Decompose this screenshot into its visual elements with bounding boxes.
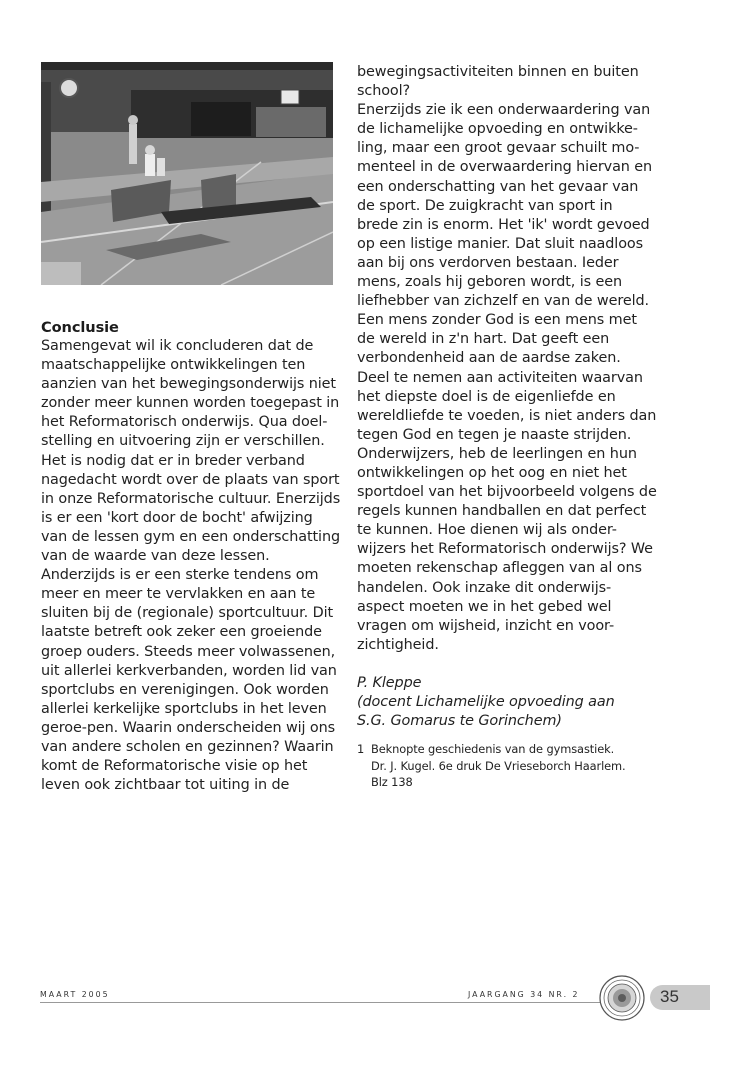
footnote-line-1: Beknopte geschiedenis van de gymsastiek. — [371, 742, 615, 757]
author-role-line-2: S.G. Gomarus te Gorinchem) — [357, 713, 562, 730]
footnote-line-3: Blz 138 — [371, 775, 413, 790]
footer-rule — [40, 1002, 600, 1003]
footnote-line-2: Dr. J. Kugel. 6e druk De Vrieseborch Haarlem. — [371, 758, 626, 773]
footnote — [357, 741, 657, 791]
author-role-line-1: (docent Lichamelijke opvoeding aan — [357, 694, 615, 710]
section-heading: Conclusie — [41, 319, 119, 336]
gymnasium-photo-icon — [41, 62, 333, 285]
right-paragraph-3: Onderwijzers, heb de leerlingen en hun ontwikkelingen op het oog en niet het sportdoel van het bijvoorbeeld volgens de regels kunnen handballen en dat perfect te kunnen. Hoe dienen wij als onder-wijzers het Reformatorisch onderwijs? We moeten rekenschap afleggen van al ons handelen. Ook inzake dit onderwijs-aspect moeten we in het gebed wel vragen om wijsheid, inzicht en voor-zichtigheid. — [357, 445, 657, 653]
right-column — [357, 63, 657, 791]
right-paragraph-2: Enerzijds zie ik een onderwaardering van de lichamelijke opvoeding en ontwikke-ling, maar een groot gevaar schuilt mo-menteel in de overwaardering hiervan en een onderschatting van het gevaar van de sport. De zuigkracht van sport in brede zin is enorm. Het 'ik' wordt gevoed op een listige manier. Dat sluit naadloos aan bij ons verdorven bestaan. Ieder mens, zoals hij geboren wordt, is een liefhebber van zichzelf en van de wereld. Een mens zonder God is een mens met de wereld in z'n hart. Dat geeft een verbondenheid aan de aardse zaken. Deel te nemen aan activiteiten waarvan het diepste doel is de eigenliefde en wereldliefde te voeden, is niet anders dan tegen God en tegen je naaste strijden. — [357, 102, 657, 443]
author-block — [357, 674, 657, 731]
author-name: P. Kleppe — [357, 674, 422, 691]
left-column — [41, 318, 341, 795]
footnote-number: 1 — [357, 742, 365, 757]
journal-seal-icon — [599, 975, 645, 1021]
gymnasium-photo — [41, 62, 333, 285]
footer-date: MAART 2005 — [40, 990, 110, 999]
page-number: 35 — [660, 987, 679, 1006]
page-number-tab — [650, 985, 710, 1010]
right-paragraph-1: bewegingsactiviteiten binnen en buiten school? — [357, 64, 639, 100]
conclusion-body: Samengevat wil ik concluderen dat de maatschappelijke ontwikkelingen ten aanzien van het bewegingsonderwijs niet zonder meer kunnen worden toegepast in het Reformatorisch onderwijs. Qua doel-stelling en uitvoering zijn er verschillen. Het is nodig dat er in breder verband nagedacht wordt over de plaats van sport in onze Reformatorische cultuur. Enerzijds is er een 'kort door de bocht' afwijzing van de lessen gym en een onderschatting van de waarde van deze lessen. Anderzijds is er een sterke tendens om meer en meer te vervlakken en aan te sluiten bij de (regionale) sportcultuur. Dit laatste betreft ook zeker een groeiende groep ouders. Steeds meer volwassenen, uit allerlei kerkverbanden, worden lid van sportclubs en verenigingen. Ook worden allerlei kerkelijke sportclubs in het leven geroe-pen. Waarin onderscheiden wij ons van andere scholen en gezinnen? Waarin komt de Reformatorische visie op het leven ook zichtbaar tot uiting in de — [41, 338, 341, 794]
footer-volume: JAARGANG 34 NR. 2 — [468, 990, 580, 999]
